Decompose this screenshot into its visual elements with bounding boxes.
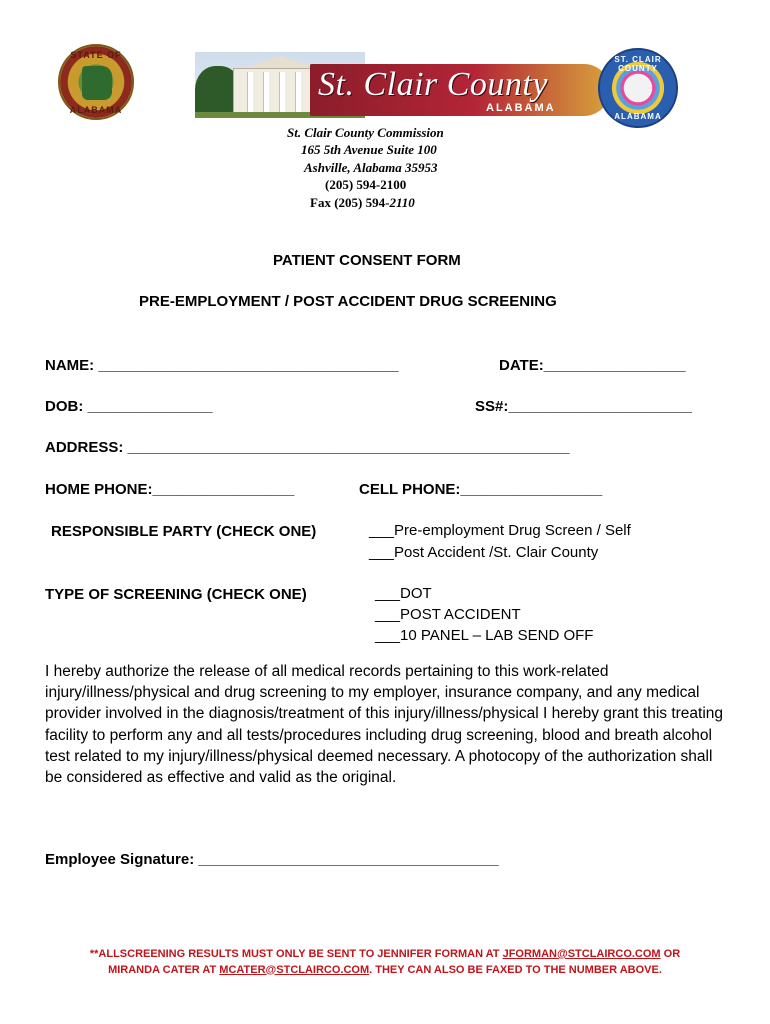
screening-option-dot[interactable]: ___DOT — [375, 585, 432, 602]
county-seal-bottom-text: ALABAMA — [614, 112, 662, 121]
form-title: PATIENT CONSENT FORM — [273, 252, 461, 269]
address-field[interactable]: ADDRESS: _____________________________________________________ — [45, 439, 570, 456]
alabama-map-icon — [82, 66, 112, 100]
home-phone-field[interactable]: HOME PHONE:_________________ — [45, 481, 295, 498]
state-seal-logo — [58, 44, 134, 120]
state-seal-bottom-text: ALABAMA — [69, 105, 123, 115]
county-state-label: ALABAMA — [486, 102, 556, 114]
address-fax: Fax (205) 594-2110 — [310, 195, 415, 210]
name-field[interactable]: NAME: ____________________________________ — [45, 357, 399, 374]
responsible-party-label: RESPONSIBLE PARTY (CHECK ONE) — [51, 523, 317, 540]
employee-signature-field[interactable]: Employee Signature: ____________________________________ — [45, 851, 499, 868]
responsible-option-county[interactable]: ___Post Accident /St. Clair County — [369, 544, 599, 561]
screening-type-label: TYPE OF SCREENING (CHECK ONE) — [45, 586, 307, 603]
authorization-paragraph: I hereby authorize the release of all medical records pertaining to this work-related injury/illness/physical and drug screening to my employer, insurance company, and any medical provider involved in the diagnosis/treatment of this injury/illness/physical I hereby grant this treating facility to perform any and all tests/procedures including drug screening, blood and breath alcohol test related to my injury/illness/physical deemed necessary. A photocopy of the authorization shall be considered as effective and valid as the original. — [45, 663, 724, 787]
dob-field[interactable]: DOB: _______________ — [45, 398, 213, 415]
state-seal-top-text: STATE OF — [70, 50, 122, 60]
address-city: Ashville, Alabama 35953 — [304, 160, 438, 175]
results-notice: **ALLSCREENING RESULTS MUST ONLY BE SENT TO JENNIFER FORMAN AT JFORMAN@STCLAIRCO.COM OR MIRANDA CATER AT MCATER@STCLAIRCO.COM. THEY CAN ALSO BE FAXED TO THE NUMBER ABOVE. — [89, 948, 681, 976]
address-phone: (205) 594-2100 — [325, 177, 407, 192]
screening-option-10-panel[interactable]: ___10 PANEL – LAB SEND OFF — [375, 627, 594, 644]
county-title: St. Clair County — [318, 66, 548, 103]
ssn-field[interactable]: SS#:______________________ — [475, 398, 692, 415]
address-street: 165 5th Avenue Suite 100 — [301, 142, 437, 157]
county-seal-logo — [598, 48, 678, 128]
cell-phone-field[interactable]: CELL PHONE:_________________ — [359, 481, 603, 498]
email-link-mcater[interactable]: MCATER@STCLAIRCO.COM — [219, 963, 370, 976]
date-field[interactable]: DATE:_________________ — [499, 357, 686, 374]
screening-option-post-accident[interactable]: ___POST ACCIDENT — [375, 606, 521, 623]
county-banner — [50, 44, 690, 126]
email-link-jforman[interactable]: JFORMAN@STCLAIRCO.COM — [502, 948, 661, 960]
address-org: St. Clair County Commission — [287, 125, 444, 140]
county-seal-top-text: ST. CLAIR COUNTY — [614, 55, 662, 73]
form-subtitle: PRE-EMPLOYMENT / POST ACCIDENT DRUG SCREENING — [139, 293, 557, 310]
responsible-option-self[interactable]: ___Pre-employment Drug Screen / Self — [369, 522, 631, 539]
